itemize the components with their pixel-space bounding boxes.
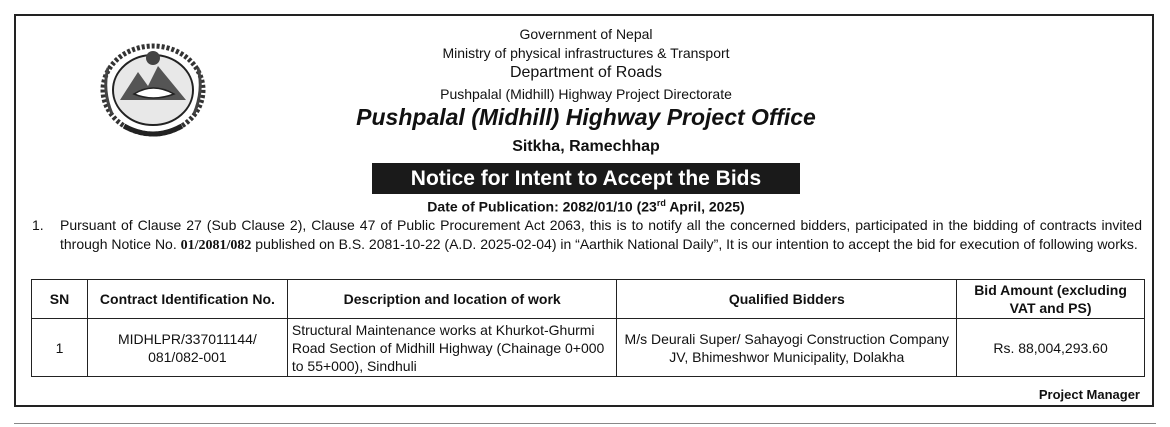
directorate-line: Pushpalal (Midhill) Highway Project Directorate [440, 86, 732, 102]
cell-contract-id: MIDHLPR/337011144/ 081/082-001 [87, 319, 287, 377]
header-bidders: Qualified Bidders [617, 280, 957, 319]
notice-paragraph [32, 216, 1142, 255]
publication-date-prefix: Date of Publication: 2082/01/10 (23 [427, 198, 657, 215]
cell-amount: Rs. 88,004,293.60 [957, 319, 1145, 377]
cell-bidder: M/s Deurali Super/ Sahayogi Construction Company JV, Bhimeshwor Municipality, Dolakha [617, 319, 957, 377]
signature-label: Project Manager [1038, 387, 1140, 402]
office-title: Pushpalal (Midhill) Highway Project Office [356, 104, 816, 130]
header-contract-id: Contract Identification No. [87, 280, 287, 319]
notice-number: 01/2081/082 [180, 238, 252, 253]
paragraph-text [60, 216, 1142, 255]
table-row [32, 319, 1145, 377]
paragraph-part1: Pursuant of Clause 27 (Sub Clause 2), Clause 47 of Public Procurement Act 2063, this is to notify all the concerned bidders, participated in the bidding of contracts invited through Notice No. [60, 217, 1142, 252]
notice-frame [14, 14, 1154, 407]
header-amount: Bid Amount (excluding VAT and PS) [957, 280, 1145, 319]
paragraph-part2: published on B.S. 2081-10-22 (A.D. 2025-02-04) in “Aarthik National Daily”, It is our intention to accept the bid for execution of following works. [251, 236, 1138, 252]
publication-date [16, 198, 1156, 215]
publication-date-sup: rd [656, 198, 666, 208]
bottom-divider [14, 423, 1156, 424]
cell-description: Structural Maintenance works at Khurkot-Ghurmi Road Section of Midhill Highway (Chainage 0+000 to 55+000), Sindhuli [287, 319, 617, 377]
publication-date-suffix: April, 2025) [665, 198, 745, 215]
ministry-line: Ministry of physical infrastructures & Transport [442, 45, 730, 61]
government-line: Government of Nepal [519, 26, 653, 42]
office-location: Sitkha, Ramechhap [512, 138, 660, 155]
department-line: Department of Roads [509, 64, 663, 81]
table-header-row [32, 280, 1145, 319]
notice-title-banner: Notice for Intent to Accept the Bids [372, 163, 800, 194]
header-description: Description and location of work [287, 280, 617, 319]
header-sn: SN [32, 280, 88, 319]
bids-table [31, 279, 1145, 377]
cell-sn: 1 [32, 319, 88, 377]
paragraph-number: 1. [32, 217, 44, 233]
